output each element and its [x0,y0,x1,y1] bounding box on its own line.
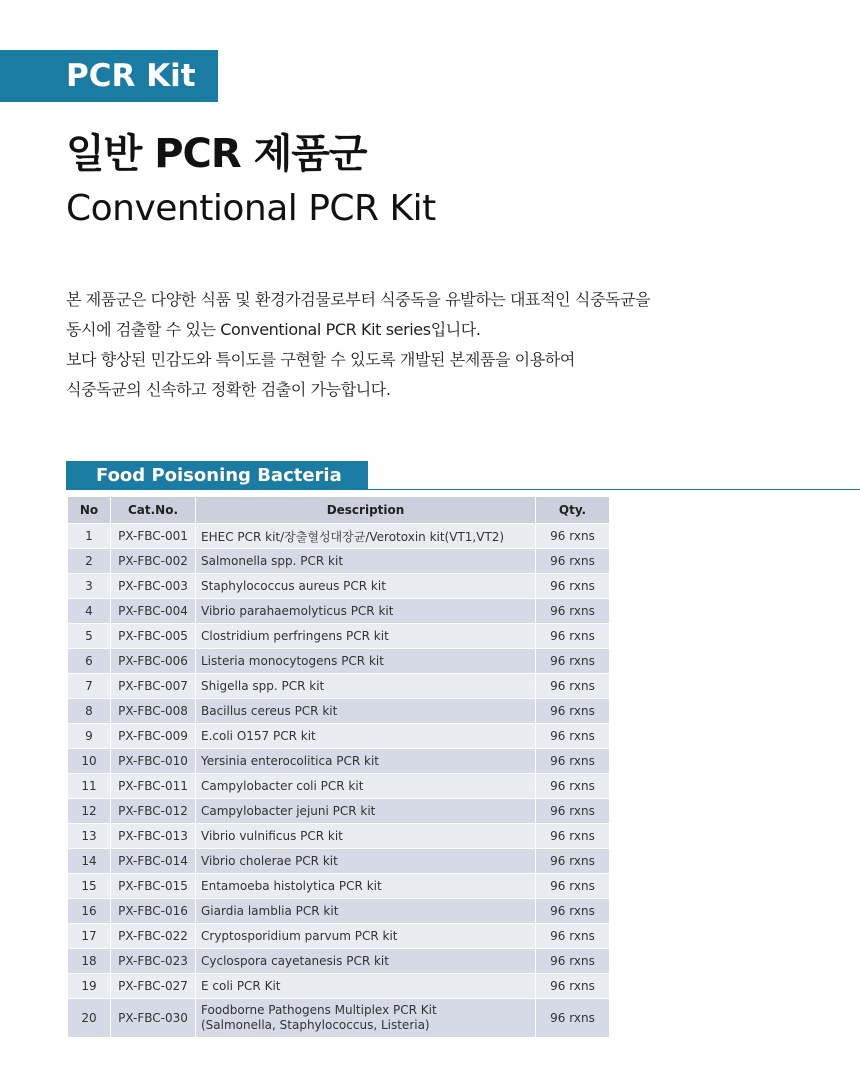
cell-description: Clostridium perfringens PCR kit [196,624,536,649]
table-row [68,674,610,699]
table-row [68,549,610,574]
table-row [68,974,610,999]
cell-cat-no: PX-FBC-015 [111,874,196,899]
cell-description [196,999,536,1038]
intro-line: 본 제품군은 다양한 식품 및 환경가검물로부터 식중독을 유발하는 대표적인 식중독균을 [66,290,651,309]
cell-cat-no: PX-FBC-022 [111,924,196,949]
cell-qty: 96 rxns [536,549,610,574]
table-row [68,999,610,1038]
cell-description: E.coli O157 PCR kit [196,724,536,749]
cell-cat-no: PX-FBC-027 [111,974,196,999]
header-description: Description [196,497,536,524]
cell-no: 19 [68,974,111,999]
cell-no: 20 [68,999,111,1038]
header-qty: Qty. [536,497,610,524]
description-line: (Salmonella, Staphylococcus, Listeria) [201,1018,430,1032]
cell-description: Campylobacter jejuni PCR kit [196,799,536,824]
cell-cat-no: PX-FBC-004 [111,599,196,624]
cell-cat-no: PX-FBC-005 [111,624,196,649]
cell-cat-no: PX-FBC-003 [111,574,196,599]
cell-description: Giardia lamblia PCR kit [196,899,536,924]
cell-description: E coli PCR Kit [196,974,536,999]
cell-no: 3 [68,574,111,599]
cell-description: Listeria monocytogens PCR kit [196,649,536,674]
cell-qty: 96 rxns [536,649,610,674]
cell-qty: 96 rxns [536,574,610,599]
cell-qty: 96 rxns [536,674,610,699]
cell-no: 15 [68,874,111,899]
cell-no: 13 [68,824,111,849]
cell-qty: 96 rxns [536,999,610,1038]
table-row [68,899,610,924]
cell-qty: 96 rxns [536,874,610,899]
table-row [68,924,610,949]
cell-cat-no: PX-FBC-002 [111,549,196,574]
cell-description: Campylobacter coli PCR kit [196,774,536,799]
category-tag: PCR Kit [0,50,218,102]
cell-qty: 96 rxns [536,599,610,624]
header-cat-no: Cat.No. [111,497,196,524]
intro-line: 동시에 검출할 수 있는 Conventional PCR Kit series입니다. [66,320,481,339]
cell-cat-no: PX-FBC-016 [111,899,196,924]
section-heading: Food Poisoning Bacteria [66,461,368,490]
cell-qty: 96 rxns [536,749,610,774]
cell-qty: 96 rxns [536,974,610,999]
cell-no: 7 [68,674,111,699]
cell-cat-no: PX-FBC-008 [111,699,196,724]
cell-description: Cyclospora cayetanesis PCR kit [196,949,536,974]
cell-cat-no: PX-FBC-030 [111,999,196,1038]
cell-description: Salmonella spp. PCR kit [196,549,536,574]
page-title-korean: 일반 PCR 제품군 [66,131,367,177]
cell-no: 14 [68,849,111,874]
table-row [68,774,610,799]
table-body [68,524,610,1038]
cell-description: Cryptosporidium parvum PCR kit [196,924,536,949]
cell-description: Vibrio cholerae PCR kit [196,849,536,874]
cell-qty: 96 rxns [536,799,610,824]
cell-cat-no: PX-FBC-001 [111,524,196,549]
cell-qty: 96 rxns [536,824,610,849]
cell-cat-no: PX-FBC-013 [111,824,196,849]
table-row [68,849,610,874]
cell-qty: 96 rxns [536,849,610,874]
header-no: No [68,497,111,524]
cell-cat-no: PX-FBC-014 [111,849,196,874]
cell-description: EHEC PCR kit/장출혈성대장균/Verotoxin kit(VT1,VT2) [196,524,536,549]
table-row [68,524,610,549]
cell-no: 12 [68,799,111,824]
cell-description: Staphylococcus aureus PCR kit [196,574,536,599]
cell-description: Bacillus cereus PCR kit [196,699,536,724]
table-row [68,624,610,649]
cell-no: 2 [68,549,111,574]
page-title-english: Conventional PCR Kit [66,188,436,229]
cell-qty: 96 rxns [536,924,610,949]
cell-no: 10 [68,749,111,774]
table-row [68,599,610,624]
cell-cat-no: PX-FBC-006 [111,649,196,674]
table-header-row [68,497,610,524]
table-row [68,574,610,599]
table-row [68,949,610,974]
cell-no: 1 [68,524,111,549]
cell-cat-no: PX-FBC-023 [111,949,196,974]
cell-no: 11 [68,774,111,799]
cell-no: 4 [68,599,111,624]
intro-line: 식중독균의 신속하고 정확한 검출이 가능합니다. [66,380,391,399]
table-row [68,874,610,899]
cell-description: Vibrio vulnificus PCR kit [196,824,536,849]
intro-paragraph [66,285,650,405]
table-row [68,699,610,724]
table-row [68,749,610,774]
table-row [68,799,610,824]
cell-no: 8 [68,699,111,724]
table-row [68,824,610,849]
cell-no: 16 [68,899,111,924]
table-row [68,649,610,674]
cell-cat-no: PX-FBC-012 [111,799,196,824]
table-row [68,724,610,749]
cell-description: Entamoeba histolytica PCR kit [196,874,536,899]
cell-description: Shigella spp. PCR kit [196,674,536,699]
cell-cat-no: PX-FBC-007 [111,674,196,699]
cell-cat-no: PX-FBC-010 [111,749,196,774]
intro-line: 보다 향상된 민감도와 특이도를 구현할 수 있도록 개발된 본제품을 이용하여 [66,350,575,369]
cell-description: Vibrio parahaemolyticus PCR kit [196,599,536,624]
cell-qty: 96 rxns [536,699,610,724]
cell-qty: 96 rxns [536,899,610,924]
cell-no: 6 [68,649,111,674]
description-line: Foodborne Pathogens Multiplex PCR Kit [201,1003,437,1017]
cell-no: 9 [68,724,111,749]
cell-no: 17 [68,924,111,949]
cell-cat-no: PX-FBC-009 [111,724,196,749]
cell-qty: 96 rxns [536,524,610,549]
cell-qty: 96 rxns [536,949,610,974]
product-table [67,496,610,1038]
cell-no: 18 [68,949,111,974]
cell-no: 5 [68,624,111,649]
cell-cat-no: PX-FBC-011 [111,774,196,799]
cell-qty: 96 rxns [536,624,610,649]
cell-description: Yersinia enterocolitica PCR kit [196,749,536,774]
cell-qty: 96 rxns [536,724,610,749]
cell-qty: 96 rxns [536,774,610,799]
